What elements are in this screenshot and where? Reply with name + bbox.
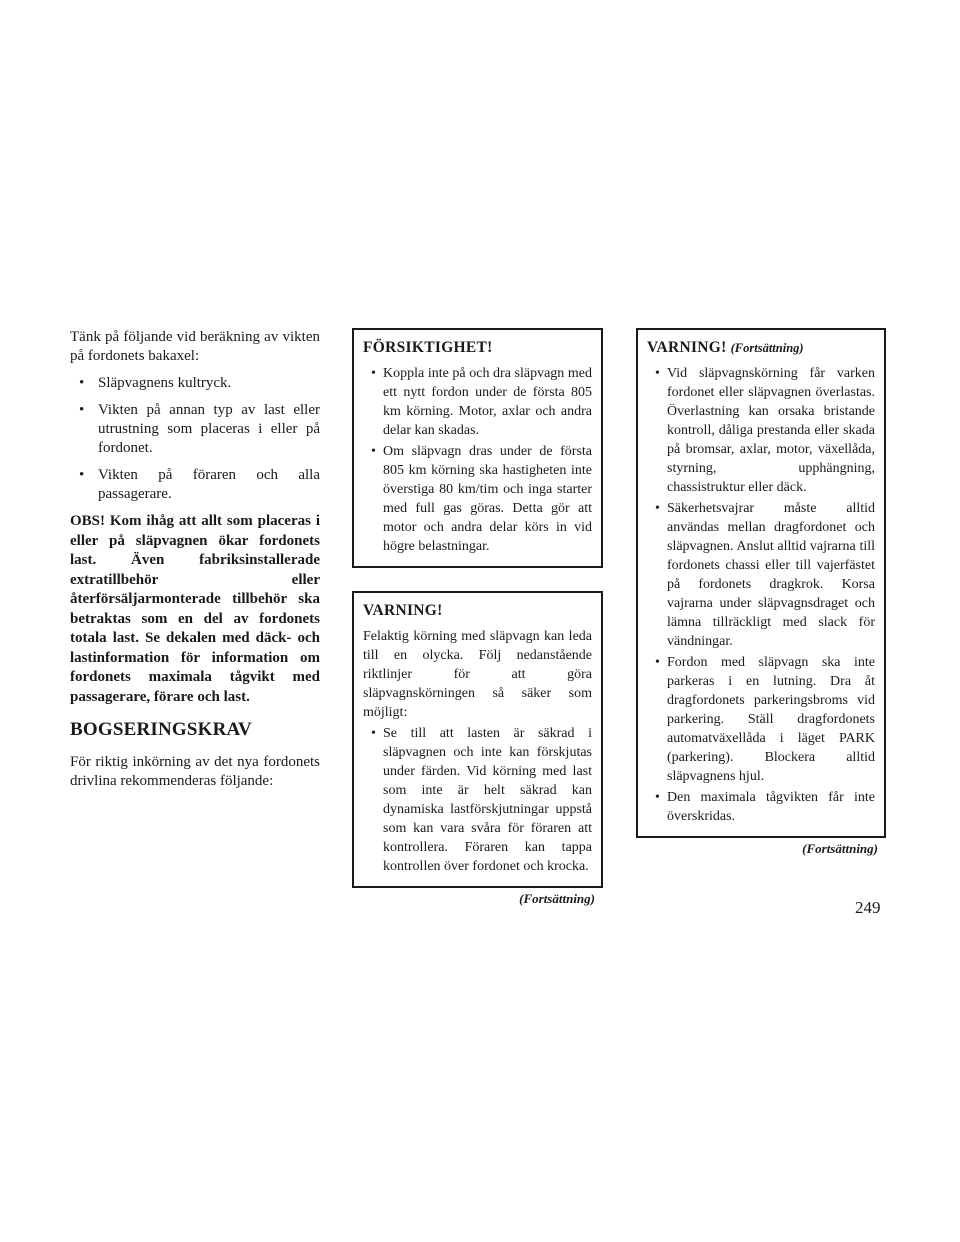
warning-intro: Felaktig körning med släpvagn kan leda till en olycka. Följ nedanstående riktlinjer för att göra släpvagnskörningen så säker som möjligt:: [363, 629, 592, 720]
warning-list: [363, 724, 592, 876]
warning-title: [647, 338, 875, 358]
warning-continued-box: [636, 328, 886, 838]
list-item: • Vikten på föraren och alla passagerare.: [70, 466, 320, 504]
list-item: • Om släpvagn dras under de första 805 km körning ska hastigheten inte överstiga 80 km/tim och inga starter med full gas göras. Detta gör att motor och andra delar körs in vid högre belastningar.: [363, 442, 592, 556]
list-item: • Koppla inte på och dra släpvagn med ett nytt fordon under de första 805 km körning. Motor, axlar och andra delar kan skadas.: [363, 364, 592, 440]
list-item: • Se till att lasten är säkrad i släpvagnen och inte kan förskjutas under färden. Vid körning med last som inte är helt säkrad kan dynamiska lastförskjutningar uppstå som kan vara svåra för föraren att kontrollera. Föraren kan tappa kontrollen över fordonet och krocka.: [363, 724, 592, 876]
obs-note: OBS! Kom ihåg att allt som placeras i eller på släpvagnen ökar fordonets last. Även fabriksinstallerade extratillbehör eller återförsäljarmonterade tillbehör ska betraktas som en del av fordonets totala last. Se dekalen med däck- och lastinformation för information om fordonets maximala tågvikt med passagerare, förare och last.: [70, 513, 320, 705]
column-left: [70, 328, 320, 799]
section-body: För riktig inkörning av det nya fordonets drivlina rekommenderas följande:: [70, 754, 320, 789]
warning-box: [352, 591, 603, 888]
warning-title-text: VARNING!: [647, 339, 727, 356]
page-number: 249: [855, 898, 881, 917]
warning-list: [647, 364, 875, 826]
list-item: • Släpvagnens kultryck.: [70, 374, 320, 393]
warning-title: VARNING!: [363, 602, 443, 619]
rear-axle-weight-list: [70, 374, 320, 504]
list-item: • Säkerhetsvajrar måste alltid användas mellan dragfordonet och släpvagnen. Anslut alltid vajrarna till fordonets chassi eller till vajerfästet på fordonets dragkrok. Korsa vajrarna under släpvagnsdraget och lämna tillräckligt med slack för vändningar.: [647, 499, 875, 651]
list-item: • Vid släpvagnskörning får varken fordonet eller släpvagnen överlastas. Överlastning kan orsaka bristande kontroll, dåliga prestanda eller skada på bromsar, axlar, motor, växellåda, styrning, upphängning, chassistruktur eller däck.: [647, 364, 875, 497]
list-item: • Vikten på annan typ av last eller utrustning som placeras i eller på fordonet.: [70, 401, 320, 458]
caution-list: [363, 364, 592, 556]
intro-paragraph: Tänk på följande vid beräkning av vikten på fordonets bakaxel:: [70, 329, 320, 364]
column-right: [636, 328, 886, 857]
column-middle: [352, 328, 603, 907]
caution-title: FÖRSIKTIGHET!: [363, 339, 493, 356]
continued-label: (Fortsättning): [802, 841, 878, 856]
caution-box: [352, 328, 603, 568]
continued-label: (Fortsättning): [519, 891, 595, 906]
list-item: • Fordon med släpvagn ska inte parkeras i en lutning. Dra åt dragfordonets parkeringsbroms vid parkering. Ställ dragfordonets automatväxellåda i läget PARK (parkering). Blockera alltid släpvagnens hjul.: [647, 653, 875, 786]
title-continued-label: (Fortsättning): [730, 341, 804, 355]
section-heading: BOGSERINGSKRAV: [70, 719, 252, 740]
list-item: • Den maximala tågvikten får inte överskridas.: [647, 788, 875, 826]
